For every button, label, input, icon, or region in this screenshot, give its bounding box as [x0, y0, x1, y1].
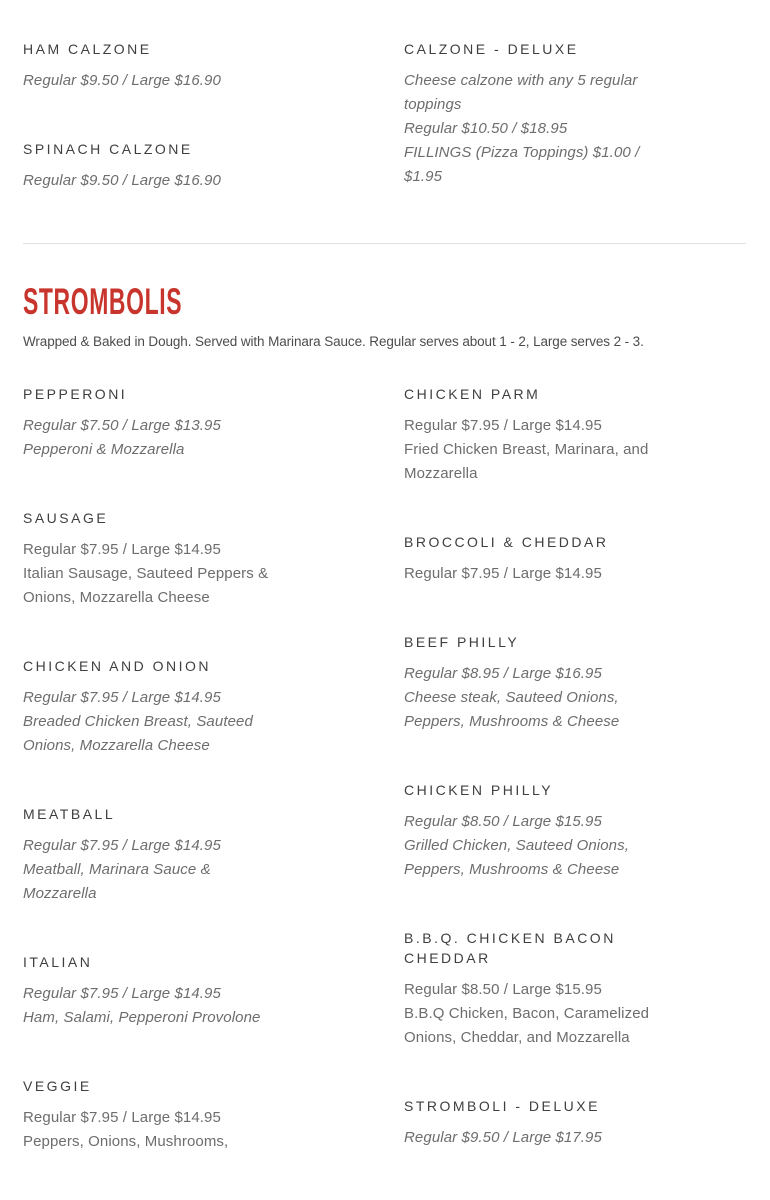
menu-item-line: Regular $7.95 / Large $14.95 [23, 985, 221, 1002]
menu-item-name: SAUSAGE [23, 510, 109, 526]
menu-item-details [404, 414, 656, 486]
menu-item [23, 1076, 275, 1154]
menu-item-details [23, 982, 275, 1030]
menu-item-line: Regular $7.50 / Large $13.95 [23, 417, 221, 434]
menu-item-name: ITALIAN [23, 954, 93, 970]
calzones-section [23, 39, 746, 239]
menu-item-details [404, 978, 656, 1050]
menu-item-line: Pepperoni & Mozzarella [23, 441, 185, 458]
menu-item [23, 39, 275, 93]
menu-item-details [23, 538, 275, 610]
menu-item-line: Regular $8.95 / Large $16.95 [404, 665, 602, 682]
menu-item-details [23, 169, 275, 193]
menu-item [404, 39, 656, 189]
menu-item [404, 632, 656, 734]
section-divider [23, 243, 746, 244]
menu-item-details [23, 414, 275, 462]
strombolis-heading [23, 281, 746, 322]
calzones-left-column [23, 39, 404, 239]
strombolis-grid [23, 384, 746, 1200]
menu-item-name: CHICKEN AND ONION [23, 658, 211, 674]
menu-item-line: Regular $7.95 / Large $14.95 [23, 689, 221, 706]
menu-item-line: B.B.Q Chicken, Bacon, Caramelized Onions, Cheddar, and Mozzarella [404, 1005, 650, 1046]
menu-item-details [404, 1126, 656, 1150]
menu-item-details [404, 69, 656, 189]
menu-item [23, 656, 275, 758]
menu-item [404, 1096, 656, 1150]
menu-item [404, 780, 656, 882]
menu-item-name: MEATBALL [23, 806, 116, 822]
menu-item-line: Regular $8.50 / Large $15.95 [404, 813, 602, 830]
menu-item-line: Ham, Salami, Pepperoni Provolone [23, 1009, 261, 1026]
menu-item-line: Regular $9.50 / Large $16.90 [23, 72, 221, 89]
calzones-right-column [404, 39, 746, 239]
menu-item [23, 384, 275, 462]
menu-item-line: Regular $8.50 / Large $15.95 [404, 981, 602, 998]
menu-item-name: VEGGIE [23, 1078, 92, 1094]
menu-item-name: B.B.Q. CHICKEN BACON CHEDDAR [404, 930, 616, 966]
menu-item-details [23, 69, 275, 93]
menu-item-line: Italian Sausage, Sauteed Peppers & Onions, Mozzarella Cheese [23, 565, 269, 606]
menu-item-line: Breaded Chicken Breast, Sauteed Onions, Mozzarella Cheese [23, 713, 253, 754]
menu-item [404, 928, 656, 1050]
strombolis-left-column [23, 384, 404, 1200]
menu-item-details [404, 810, 656, 882]
menu-item-line: Regular $7.95 / Large $14.95 [23, 1109, 221, 1126]
menu-item-name: CHICKEN PHILLY [404, 782, 554, 798]
menu-item-details [23, 686, 275, 758]
menu-item-line: Meatball, Marinara Sauce & Mozzarella [23, 861, 211, 902]
menu-item-details [404, 562, 656, 586]
menu-item-name: CALZONE - DELUXE [404, 41, 579, 57]
menu-item-line: Cheese calzone with any 5 regular toppings [404, 72, 638, 113]
menu-item [23, 952, 275, 1030]
menu-item [404, 384, 656, 486]
menu-item [404, 532, 656, 586]
section-title-text: STROMBOLIS [23, 281, 183, 322]
menu-item-line: Regular $9.50 / Large $17.95 [404, 1129, 602, 1146]
menu-item-details [23, 834, 275, 906]
menu-item-line: Regular $7.95 / Large $14.95 [404, 417, 602, 434]
strombolis-right-column [404, 384, 746, 1200]
menu-item [23, 804, 275, 906]
menu-item-line: Regular $7.95 / Large $14.95 [404, 565, 602, 582]
menu-item-line: Cheese steak, Sauteed Onions, Peppers, Mushrooms & Cheese [404, 689, 620, 730]
menu-item-details [23, 1106, 275, 1154]
menu-item-line: Grilled Chicken, Sauteed Onions, Peppers, Mushrooms & Cheese [404, 837, 629, 878]
menu-item [23, 139, 275, 193]
menu-item-line: Fried Chicken Breast, Marinara, and Mozzarella [404, 441, 649, 482]
menu-item-name: STROMBOLI - DELUXE [404, 1098, 600, 1114]
section-subtitle: Wrapped & Baked in Dough. Served with Marinara Sauce. Regular serves about 1 - 2, Large serves 2 - 3. [23, 334, 644, 349]
menu-item-name: HAM CALZONE [23, 41, 152, 57]
menu-item-line: Regular $7.95 / Large $14.95 [23, 541, 221, 558]
menu-item-line: Peppers, Onions, Mushrooms, [23, 1133, 229, 1150]
menu-item-name: BEEF PHILLY [404, 634, 520, 650]
strombolis-section [23, 281, 746, 1200]
menu-item-line: Regular $7.95 / Large $14.95 [23, 837, 221, 854]
menu-item-line: FILLINGS (Pizza Toppings) $1.00 / $1.95 [404, 144, 640, 185]
menu-item-name: CHICKEN PARM [404, 386, 541, 402]
menu-item-details [404, 662, 656, 734]
menu-item-name: BROCCOLI & CHEDDAR [404, 534, 609, 550]
menu-item-line: Regular $10.50 / $18.95 [404, 120, 568, 137]
calzones-grid [23, 39, 746, 239]
menu-item-line: Regular $9.50 / Large $16.90 [23, 172, 221, 189]
menu-item-name: PEPPERONI [23, 386, 128, 402]
menu-item [23, 508, 275, 610]
menu-item-name: SPINACH CALZONE [23, 141, 193, 157]
